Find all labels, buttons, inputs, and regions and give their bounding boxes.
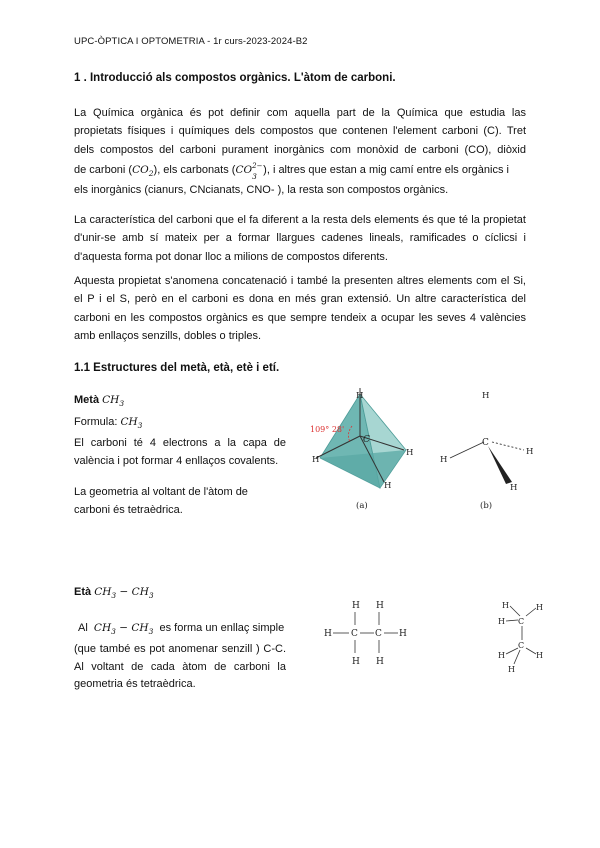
h-left: H	[324, 629, 332, 639]
intro-line-2: propietats físiques i químiques dels compostos que contenen l'element carboni (C). Tret	[74, 125, 526, 138]
ethane-wedge-figure	[490, 596, 560, 678]
c-2: C	[375, 629, 382, 639]
h-top-2: H	[376, 601, 384, 611]
carbon-label: C	[482, 438, 489, 448]
h-label-right: H	[406, 448, 414, 458]
methane-text-1: El carboni té 4 electrons a la capa de valència i pot formar 4 enllaços covalents.	[74, 437, 286, 467]
concatenation-paragraph: Aquesta propietat s'anomena concatenació i també la presenten altres elements com el Si, el P i el S, però en el carboni es dona en més gran extensió. Un altre característica del carboni en les compostos orgànics es que sempre tendeix a ocupar les seves 4 valències amb enllaços senzills, dobles o triples.	[74, 275, 526, 343]
intro-line-4-c: ), i altres que estan a mig camí entre els orgànics i	[260, 164, 509, 177]
bond-4	[506, 648, 518, 654]
ethane-ch-2: CH	[131, 586, 149, 598]
ethane-structural-figure	[318, 596, 418, 678]
methane-formula-line	[74, 416, 142, 430]
bond-left	[450, 442, 484, 458]
h-6: H	[508, 665, 515, 674]
intro-paragraph	[74, 104, 526, 200]
h-top-1: H	[352, 601, 360, 611]
bond-5	[526, 648, 536, 654]
methane-tetrahedron-figure	[300, 386, 450, 514]
angle-label: 109° 28'	[310, 425, 345, 434]
intro-line-4	[74, 159, 526, 181]
methane-formula-2-main: CH	[120, 416, 138, 428]
h-bottom-1: H	[352, 657, 360, 667]
methane-name: Metà	[74, 394, 100, 406]
ethane-sub-2: 3	[148, 591, 154, 600]
section-title: 1 . Introducció als compostos orgànics. L'àtom de carboni.	[74, 72, 396, 84]
ethane-name: Età	[74, 586, 92, 598]
methane-formula-2-sub: 3	[137, 421, 143, 430]
formula-co3-sup: 2−	[252, 162, 263, 171]
bond-6	[514, 650, 520, 664]
formula-co3-main: CO	[235, 164, 253, 177]
formula-co2-sub: 2	[148, 169, 154, 179]
ethane-inline-ch-1: CH	[93, 622, 112, 634]
h-label-top: H	[482, 391, 490, 401]
bond-dashed	[492, 442, 524, 450]
ethane-text-line-1	[78, 622, 286, 636]
h-right: H	[399, 629, 407, 639]
h-3: H	[498, 617, 505, 626]
ethane-formula-inline	[94, 622, 153, 634]
h-2: H	[536, 603, 543, 612]
ethane-inline-minus: −	[119, 622, 129, 634]
ethane-heading	[74, 586, 154, 600]
formula-label: Formula:	[74, 416, 118, 428]
ethane-minus: −	[119, 586, 129, 598]
intro-line-5: els inorgànics (cianurs, CNcianats, CNO- ), la resta son compostos orgànics.	[74, 184, 449, 197]
h-label-top: H	[356, 391, 364, 401]
intro-line-4-a: de carboni (	[74, 164, 133, 177]
ethane-inline-sub-2: 3	[148, 627, 154, 636]
h-label-left: H	[312, 455, 320, 465]
methane-formula	[102, 394, 124, 406]
methane-formula-2	[120, 416, 142, 428]
methane-text-2: La geometria al voltant de l'àtom de carboni és tetraèdrica.	[74, 486, 248, 516]
intro-line-3: dels compostos del carboni purament inorgànics com monòxid de carboni (CO), diòxid	[74, 143, 526, 156]
ethane-sub-1: 3	[111, 591, 117, 600]
figure-a-label: (a)	[356, 501, 368, 511]
ethane-ch-1: CH	[94, 586, 112, 598]
ethane-inline-sub-1: 3	[111, 627, 116, 636]
page-header: UPC-ÒPTICA I OPTOMETRIA - 1r curs-2023-2024-B2	[74, 36, 308, 47]
subsection-title: 1.1 Estructures del metà, età, etè i etí.	[74, 362, 280, 374]
methane-formula-sub: 3	[119, 399, 125, 408]
formula-co3-sub: 3	[252, 172, 257, 182]
carbon-label: C	[363, 435, 370, 445]
bond-2	[526, 608, 536, 616]
methane-heading	[74, 394, 124, 408]
bond-wedge	[488, 446, 512, 484]
ethane-inline-ch-2: CH	[131, 622, 149, 634]
h-label-left: H	[440, 455, 448, 465]
methane-formula-main: CH	[102, 394, 120, 406]
formula-co2	[132, 164, 154, 179]
h-label-right: H	[526, 447, 534, 457]
bond-1	[510, 606, 520, 616]
ethane-text-a: Al	[78, 622, 88, 634]
h-4: H	[498, 651, 505, 660]
formula-co2-main: CO	[132, 164, 149, 177]
ethane-text-b: es forma un enllaç simple	[159, 622, 285, 634]
ethane-formula	[94, 586, 153, 598]
c-1: C	[351, 629, 358, 639]
ethane-text-2: (que també es pot anomenar senzill ) C-C. Al voltant de cada àtom de carboni la geometria és tetraèdrica.	[74, 643, 286, 690]
bond-3	[506, 620, 518, 621]
carbon-property-paragraph: La característica del carboni que el fa diferent a la resta dels elements és que té la propietat d'unir-se amb sí mateix per a formar llargues cadenes lineals, ramificades o cíclicsi i d'aquesta forma pot donar lloc a milions de compostos diferents.	[74, 214, 526, 263]
intro-line-4-b: ), els carbonats (	[153, 164, 236, 177]
formula-co3	[235, 162, 263, 182]
h-5: H	[536, 651, 543, 660]
c-top: C	[518, 617, 525, 626]
c-bottom: C	[518, 641, 525, 650]
figure-b-label: (b)	[480, 501, 493, 511]
h-label-bottom: H	[384, 481, 392, 491]
h-label-bottom: H	[510, 483, 518, 493]
methane-wedge-figure	[436, 386, 546, 514]
intro-line-1: La Química orgànica és pot definir com aquella part de la Química que estudia las	[74, 107, 526, 119]
h-1: H	[502, 601, 509, 610]
h-bottom-2: H	[376, 657, 384, 667]
